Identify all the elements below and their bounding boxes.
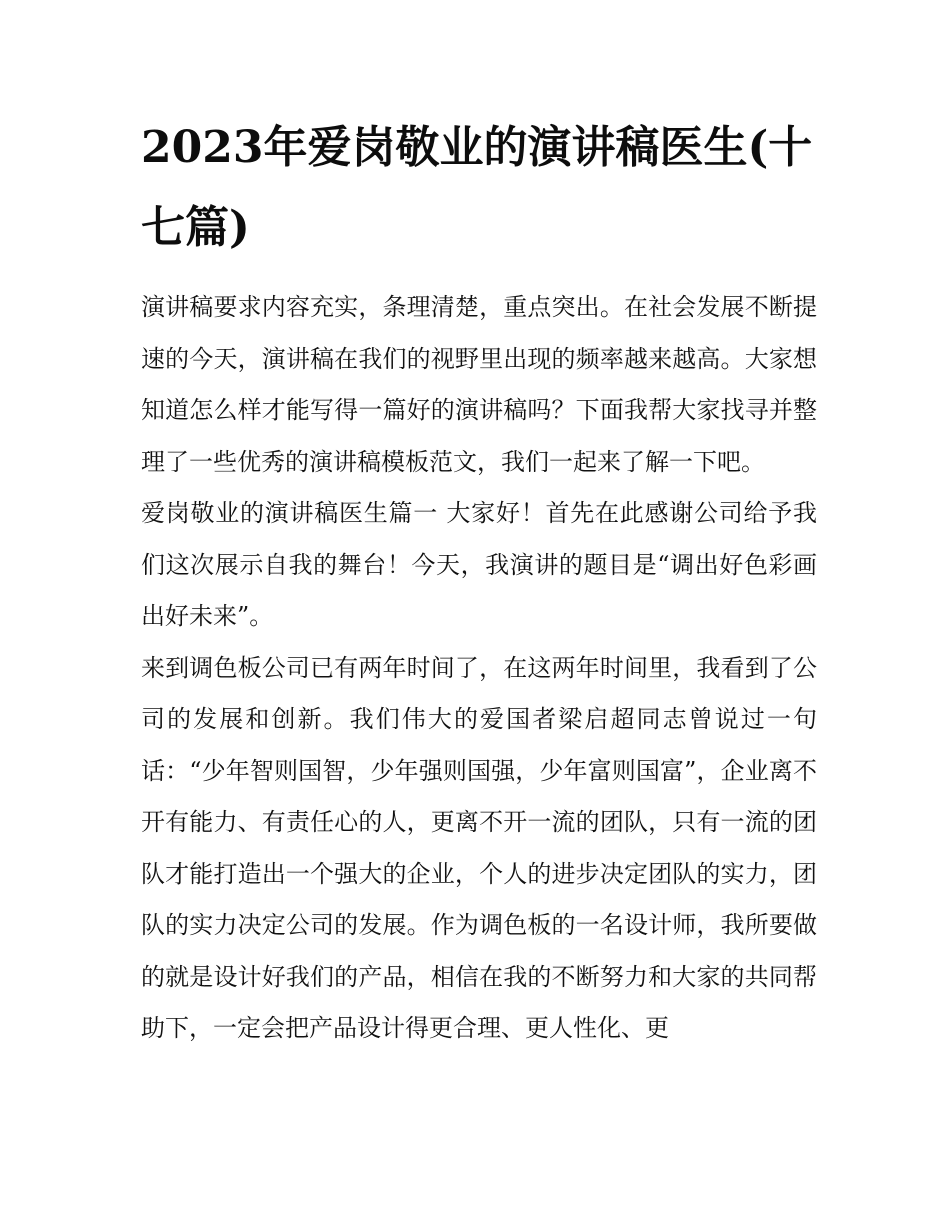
document-body [141,108,817,1055]
intro-paragraph: 演讲稿要求内容充实，条理清楚，重点突出。在社会发展不断提速的今天，演讲稿在我们的视野里出现的频率越来越高。大家想知道怎么样才能写得一篇好的演讲稿吗？下面我帮大家找寻并整理了一些优秀的演讲稿模板范文，我们一起来了解一下吧。 [141,293,817,476]
body-paragraph-2: 来到调色板公司已有两年时间了，在这两年时间里，我看到了公司的发展和创新。我们伟大的爱国者梁启超同志曾说过一句话：“少年智则国智，少年强则国强，少年富则国富”，企业离不开有能力、有责任心的人，更离不开一流的团队，只有一流的团队才能打造出一个强大的企业，个人的进步决定团队的实力，团队的实力决定公司的发展。作为调色板的一名设计师，我所要做的就是设计好我们的产品，相信在我的不断努力和大家的共同帮助下，一定会把产品设计得更合理、更人性化、更 [141,653,817,1042]
document-title: 2023年爱岗敬业的演讲稿医生(十七篇) [141,122,813,253]
body-paragraph-1: 爱岗敬业的演讲稿医生篇一 大家好！首先在此感谢公司给予我们这次展示自我的舞台！今天，我演讲的题目是“调出好色彩画出好未来”。 [141,499,817,630]
